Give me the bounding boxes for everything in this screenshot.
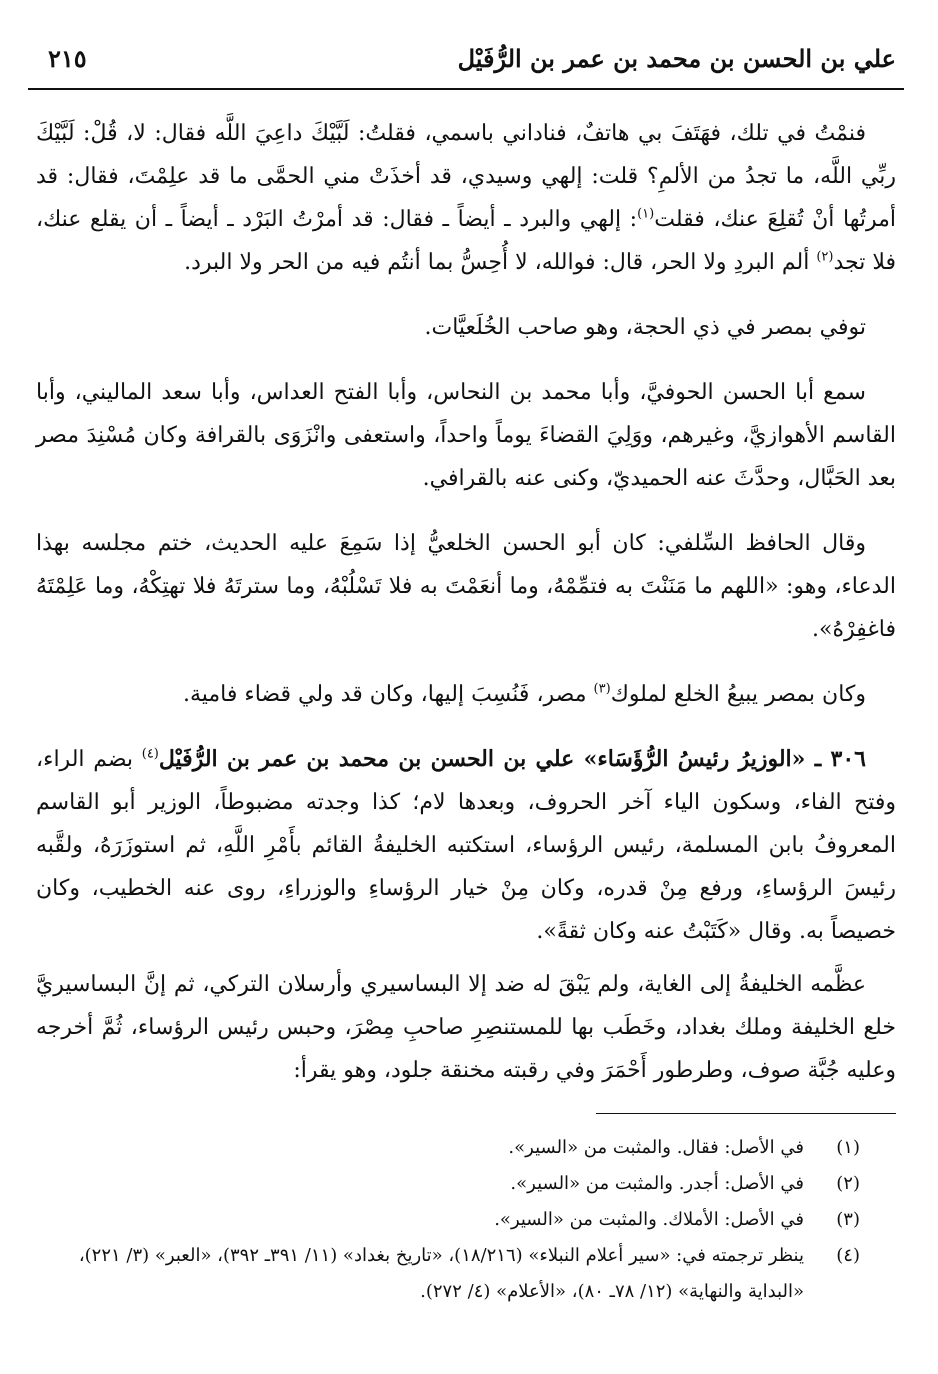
footnote-text: في الأصل: أجدر. والمثبت من «السير». bbox=[510, 1173, 804, 1194]
running-head: علي بن الحسن بن محمد بن عمر بن الرُّفَيْل bbox=[457, 44, 896, 73]
footnote-item bbox=[58, 1202, 896, 1238]
footnote-item bbox=[58, 1130, 896, 1166]
page-number: ٢١٥ bbox=[48, 44, 87, 73]
paragraph-khila: وكان بمصر يبيعُ الخلع لملوك$^{(٣)}$ مصر، فَنُسِبَ إليها، وكان قد ولي قضاء فامية. bbox=[182, 681, 866, 707]
footnote-item bbox=[58, 1238, 896, 1310]
footnote-item bbox=[58, 1166, 896, 1202]
paragraph-basasiri: عظَّمه الخليفةُ إلى الغاية، ولم يَبْقَ له ضد إلا البساسيري وأرسلان التركي، ثم إنَّ البساسيريَّ خلع الخليفة وملك بغداد، وخَطَب بها للمستنصِرِ صاحبِ مِصْرَ، وحبس رئيس الرؤساء، ثُمَّ أخرجه وعليه جُبَّة صوف، وطرطور أَحْمَرَ وفي رقبته مخنقة جلود، وهو يقرأ: bbox=[36, 972, 896, 1083]
book-page bbox=[28, 0, 904, 1374]
page-header bbox=[28, 40, 904, 90]
footnote-ref-3: (٣) bbox=[593, 681, 611, 697]
footnote-ref-2: (٢) bbox=[816, 249, 834, 265]
footnote-text: في الأصل: فقال. والمثبت من «السير». bbox=[508, 1137, 804, 1158]
footnote-divider bbox=[596, 1113, 896, 1114]
footnote-text: في الأصل: الأملاك. والمثبت من «السير». bbox=[494, 1209, 804, 1230]
paragraph-death: توفي بمصر في ذي الحجة، وهو صاحب الخُلَعيَّات. bbox=[424, 315, 866, 340]
paragraph-fever-dream: فنمْتُ في تلك، فهَتَفَ بي هاتفٌ، فناداني باسمي، فقلتُ: لَبَّيْكَ داعِيَ اللَّه فقال: لا، قُلْ: لَبَّيْكَ ربِّي اللَّه، ما تجدُ من الألمِ؟ قلت: إلهي وسيدي، قد أخذَتْ مني الحمَّى ما قد علِمْتَ، فقال: قد أمرتُها أنْ تُقلِعَ عنك، فقلت$^{(١)}$: إلهي والبرد ـ أيضاً ـ فقال: قد أمرْتُ البَرْد ـ أيضاً ـ أن يقلع عنك، فلا تجد$^{(٢)}$ ألم البردِ ولا الحر، قال: فوالله، لا أُحِسُّ بما أنتُم فيه من الحر ولا البرد. bbox=[36, 121, 897, 275]
footnote-number: (٣) bbox=[836, 1209, 860, 1230]
footnote-number: (١) bbox=[836, 1137, 860, 1158]
main-text bbox=[36, 112, 896, 1114]
footnote-ref-1: (١) bbox=[637, 206, 655, 222]
footnotes bbox=[58, 1130, 896, 1310]
footnote-number: (٢) bbox=[836, 1173, 860, 1194]
paragraph-biography-306: ٣٠٦ ـ «الوزيرُ رئيسُ الرُّؤَسَاء» علي بن الحسن بن محمد بن عمر بن الرُّفَيْل$^{(٤)}$ بضم الراء، وفتح الفاء، وسكون الياء آخر الحروف، وبعدها لام؛ كذا وجدته مضبوطاً، الوزير أبو القاسم المعروفُ بابن المسلمة، رئيس الرؤساء، استكتبه الخليفةُ القائم بأَمْرِ اللَّهِ، ثم استوزَرَهُ، ولقَّبه رئيسَ الرؤساءِ، ورفع مِنْ قدره، وكان مِنْ خيار الرؤساءِ والوزراءِ، روى عنه الخطيب، وكان خصيصاً به. وقال «كَتَبْتُ عنه وكان ثقةً». bbox=[36, 746, 896, 944]
paragraph-silafi: وقال الحافظ السِّلفي: كان أبو الحسن الخلعيُّ إذا سَمِعَ عليه الحديث، ختم مجلسه بهذا الدعاء، وهو: «اللهم ما مَنَنْتَ به فتمِّمْهُ، وما أنعَمْتَ به فلا تَسْلُبْهُ، وما سترتَهُ فلا تهتِكْهُ، وما عَلِمْتَهُ فاغفِرْهُ». bbox=[36, 531, 896, 642]
paragraph-teachers: سمع أبا الحسن الحوفيَّ، وأبا محمد بن النحاس، وأبا الفتح العداس، وأبا سعد الماليني، وأبا القاسم الأهوازيَّ، وغيرهم، ووَلِيَ القضاءَ يوماً واحداً، واستعفى وانْزَوَى بالقرافة وكان مُسْنِدَ مصر بعد الحَبَّال، وحدَّثَ عنه الحميديّ، وكنى عنه بالقرافي. bbox=[36, 380, 896, 491]
biography-heading: ٣٠٦ ـ «الوزيرُ رئيسُ الرُّؤَسَاء» علي بن الحسن بن محمد بن عمر بن الرُّفَيْل bbox=[158, 746, 866, 772]
footnote-text: ينظر ترجمته في: «سير أعلام النبلاء» (١٨/٢١٦)، «تاريخ بغداد» (١١/ ٣٩١ـ ٣٩٢)، «العبر» (٣/ ٢٢١)، «البداية والنهاية» (١٢/ ٧٨ـ ٨٠)، «الأعلام» (٤/ ٢٧٢). bbox=[78, 1245, 804, 1302]
footnote-ref-4: (٤) bbox=[141, 746, 159, 762]
footnote-number: (٤) bbox=[836, 1245, 860, 1266]
